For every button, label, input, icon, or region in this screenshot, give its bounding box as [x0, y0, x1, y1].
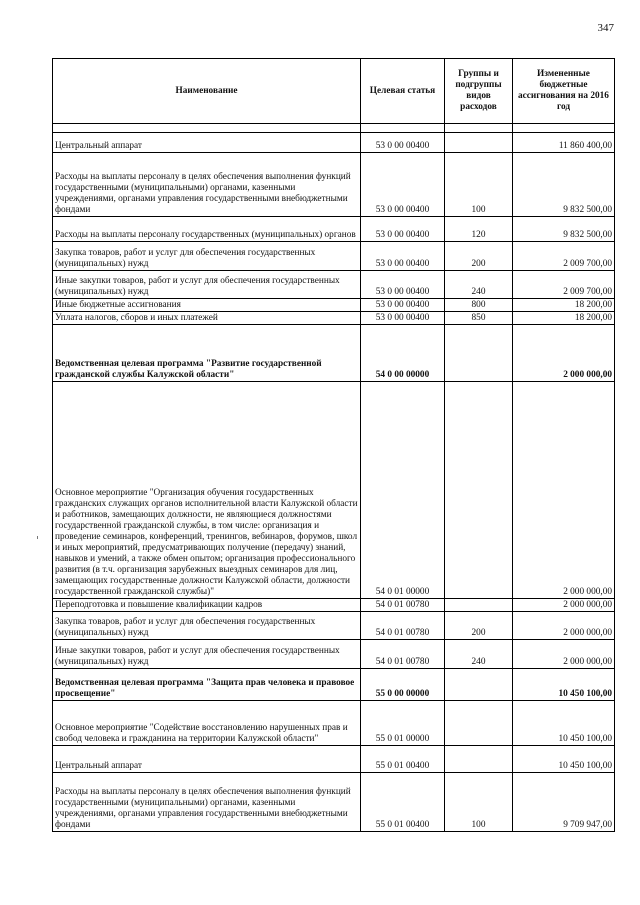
row-amount: 10 450 100,00 [513, 701, 615, 746]
row-target-article: 53 0 00 00400 [361, 133, 445, 153]
row-name: Иные закупки товаров, работ и услуг для обеспечения государственных (муниципальных) нужд [53, 271, 361, 299]
row-expense-group: 120 [445, 217, 513, 242]
row-amount: 2 000 000,00 [513, 599, 615, 612]
row-target-article: 53 0 00 00400 [361, 217, 445, 242]
table-row [53, 746, 615, 773]
page-number: 347 [597, 22, 614, 34]
scan-mark [37, 536, 38, 539]
row-amount: 2 000 000,00 [513, 382, 615, 599]
header-target: Целевая статья [361, 59, 445, 124]
table-row [53, 669, 615, 701]
row-target-article: 53 0 00 00400 [361, 271, 445, 299]
row-name: Ведомственная целевая программа "Защита прав человека и правовое просвещение" [53, 669, 361, 701]
row-amount: 10 450 100,00 [513, 746, 615, 773]
row-amount: 2 000 000,00 [513, 612, 615, 640]
table-header-row [53, 59, 615, 124]
row-expense-group [445, 669, 513, 701]
row-name: Расходы на выплаты персоналу в целях обеспечения выполнения функций государственными (муниципальными) органами, казенными учреждениями, органами управления государственными внебюджетными фондами [53, 153, 361, 217]
row-name: Расходы на выплаты персоналу государственных (муниципальных) органов [53, 217, 361, 242]
row-amount: 2 009 700,00 [513, 242, 615, 271]
table-row [53, 299, 615, 312]
row-expense-group [445, 746, 513, 773]
row-target-article: 55 0 01 00000 [361, 701, 445, 746]
row-expense-group [445, 325, 513, 382]
header-groups: Группы и подгруппы видов расходов [445, 59, 513, 124]
row-amount: 9 832 500,00 [513, 153, 615, 217]
row-expense-group [445, 133, 513, 153]
table-body [53, 133, 615, 832]
row-amount: 11 860 400,00 [513, 133, 615, 153]
row-target-article: 53 0 00 00400 [361, 299, 445, 312]
row-name: Закупка товаров, работ и услуг для обеспечения государственных (муниципальных) нужд [53, 242, 361, 271]
table-row [53, 312, 615, 325]
table-row [53, 382, 615, 599]
row-expense-group [445, 382, 513, 599]
row-expense-group: 850 [445, 312, 513, 325]
row-expense-group: 800 [445, 299, 513, 312]
row-target-article: 55 0 01 00400 [361, 773, 445, 832]
row-expense-group: 200 [445, 242, 513, 271]
table-row [53, 612, 615, 640]
row-amount: 9 709 947,00 [513, 773, 615, 832]
row-amount: 2 000 000,00 [513, 640, 615, 669]
table-row [53, 153, 615, 217]
row-name: Переподготовка и повышение квалификации кадров [53, 599, 361, 612]
row-name: Закупка товаров, работ и услуг для обеспечения государственных (муниципальных) нужд [53, 612, 361, 640]
table-row [53, 217, 615, 242]
row-target-article: 54 0 01 00780 [361, 599, 445, 612]
row-amount: 2 000 000,00 [513, 325, 615, 382]
row-expense-group: 240 [445, 271, 513, 299]
header-spacer-row [53, 124, 615, 133]
row-expense-group: 240 [445, 640, 513, 669]
header-name: Наименование [53, 59, 361, 124]
header-amount: Измененные бюджетные ассигнования на 2016 год [513, 59, 615, 124]
table-row [53, 325, 615, 382]
row-target-article: 54 0 01 00000 [361, 382, 445, 599]
row-amount: 18 200,00 [513, 299, 615, 312]
table-row [53, 773, 615, 832]
row-target-article: 55 0 01 00400 [361, 746, 445, 773]
table-row [53, 599, 615, 612]
row-amount: 9 832 500,00 [513, 217, 615, 242]
row-name: Основное мероприятие "Содействие восстановлению нарушенных прав и свобод человека и гражданина на территории Калужской области" [53, 701, 361, 746]
row-target-article: 54 0 01 00780 [361, 612, 445, 640]
row-name: Центральный аппарат [53, 133, 361, 153]
table-row [53, 701, 615, 746]
row-expense-group: 100 [445, 153, 513, 217]
row-name: Основное мероприятие "Организация обучения государственных гражданских служащих органов исполнительной власти Калужской области и работников, замещающих должности, не являющиеся должностями государственной гражданской службы, в том числе: организация и проведение семинаров, конференций, тренингов, вебинаров, форумов, школ и иных мероприятий, предусматривающих получение (передачу) знаний, навыков и умений, а также обмен опытом; организация профессионального развития (в т.ч. организация зарубежных выездных семинаров для лиц, замещающих государственные должности Калужской области, должности государственной гражданской службы)" [53, 382, 361, 599]
row-target-article: 54 0 01 00780 [361, 640, 445, 669]
row-name: Уплата налогов, сборов и иных платежей [53, 312, 361, 325]
row-expense-group: 200 [445, 612, 513, 640]
row-name: Ведомственная целевая программа "Развитие государственной гражданской службы Калужской области" [53, 325, 361, 382]
row-expense-group [445, 599, 513, 612]
row-target-article: 54 0 00 00000 [361, 325, 445, 382]
row-name: Иные закупки товаров, работ и услуг для обеспечения государственных (муниципальных) нужд [53, 640, 361, 669]
row-target-article: 55 0 00 00000 [361, 669, 445, 701]
row-amount: 2 009 700,00 [513, 271, 615, 299]
table-row [53, 640, 615, 669]
row-amount: 18 200,00 [513, 312, 615, 325]
row-name: Расходы на выплаты персоналу в целях обеспечения выполнения функций государственными (муниципальными) органами, казенными учреждениями, органами управления государственными внебюджетными фондами [53, 773, 361, 832]
row-target-article: 53 0 00 00400 [361, 242, 445, 271]
table-row [53, 271, 615, 299]
row-name: Иные бюджетные ассигнования [53, 299, 361, 312]
budget-table [52, 58, 615, 832]
row-expense-group: 100 [445, 773, 513, 832]
row-target-article: 53 0 00 00400 [361, 153, 445, 217]
row-amount: 10 450 100,00 [513, 669, 615, 701]
row-name: Центральный аппарат [53, 746, 361, 773]
table-row [53, 133, 615, 153]
row-expense-group [445, 701, 513, 746]
table-row [53, 242, 615, 271]
row-target-article: 53 0 00 00400 [361, 312, 445, 325]
